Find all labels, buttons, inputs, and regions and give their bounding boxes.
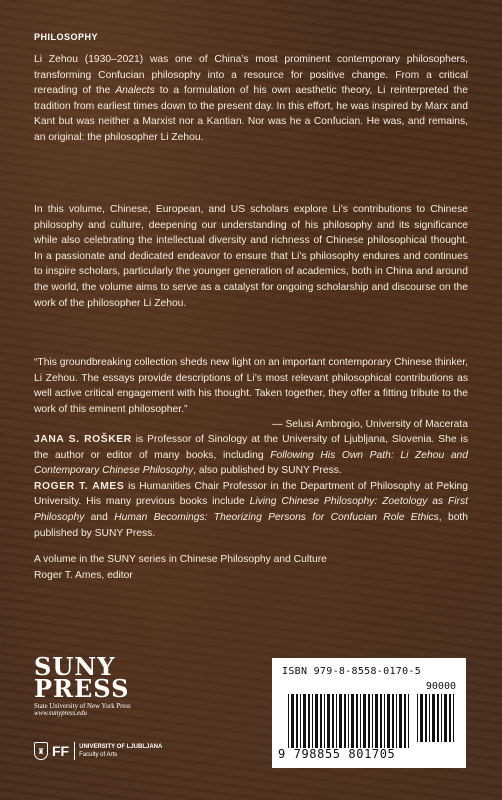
barcode-bar (425, 694, 427, 742)
barcode-bar (336, 694, 337, 748)
analects-title: Analects (115, 85, 155, 97)
suny-logo-bottom: PRESS (34, 674, 130, 703)
suny-logo-top: SUNY (34, 652, 116, 681)
barcode-bar (324, 694, 325, 748)
bio1-text-a: is Professor of Sinology at the University of Ljubljana, Slovenia. She is the author or editor of many books, including (34, 434, 468, 461)
barcode-bar (368, 694, 370, 748)
barcode-bar (444, 694, 447, 742)
barcode-bar (387, 694, 390, 748)
author-name-1: JANA S. ROŠKER (34, 434, 132, 445)
bio1-text-b: , also published by SUNY Press. (193, 465, 342, 477)
barcode-bar (296, 694, 298, 748)
author-name-2: ROGER T. AMES (34, 480, 125, 492)
barcode-bar (288, 694, 289, 748)
publisher-full-name: State University of New York Press (34, 703, 131, 710)
barcode-bar (437, 694, 439, 742)
quote-text: “This groundbreaking collection sheds new light on an important contemporary Chinese thinker, Li Zehou. The essays provide descriptions of Li’s most relevant philosophical contributions as well active critical engagement with his thought. Taken together, they offer a fitting tribute to the work of this eminent philosopher.” (34, 357, 468, 415)
barcode-bar (315, 694, 318, 748)
barcode-bar (351, 694, 354, 748)
para1-text-b: to a formulation of his own aesthetic theory, Li reinterpreted the tradition from earliest times down to the present day. In this effort, he was inspired by Marx and Kant but was neither a Marxist nor a Kantian. Nor was he a Confucian. He was, and remains, an original: the philosopher Li Zehou. (34, 85, 468, 143)
barcode-bar (453, 694, 454, 742)
bio2-text-a: is Humanities Chair Professor in the Department of Philosophy at Peking University. His many previous books include (34, 480, 468, 508)
barcode-bar (300, 694, 301, 748)
barcode-bar (360, 694, 361, 748)
barcode-bar (441, 694, 442, 742)
barcode-bar (417, 694, 418, 742)
bio2-text-c: , both published by SUNY Press. (34, 511, 469, 539)
series-note (34, 552, 468, 583)
barcode-digits: 9 798855 801705 (278, 747, 396, 761)
description-paragraph-2: In this volume, Chinese, European, and US scholars explore Li’s contributions to Chinese philosophy and culture, deepening our understanding of his philosophy and its significance while also celebrating the intellectual diversity and richness of Chinese philosophical thought. In a passionate and dedicated endeavor to ensure that Li’s philosophy endures and continues to inspire scholars, particularly the younger generation of academics, both in China and around the world, the volume aims to serve as a catalyst for ongoing scholarship and discourse on the work of the philosopher Li Zehou. (34, 204, 468, 309)
barcode-bar (396, 694, 397, 748)
quote-attribution: — Selusi Ambrogio, University of Macerata (272, 419, 468, 431)
university-of-ljubljana-logo (34, 742, 162, 760)
barcode-bar (320, 694, 322, 748)
barcode-bar (308, 694, 310, 748)
barcode-bar (420, 694, 423, 742)
barcode-box (272, 658, 466, 768)
barcode-bar (356, 694, 358, 748)
partner-text (79, 743, 162, 759)
ean-barcode-bars (288, 694, 412, 748)
addon-barcode-bars (417, 694, 457, 742)
category-label: PHILOSOPHY (34, 32, 99, 42)
barcode-bar (375, 694, 378, 748)
bio2-book-title-1: Living Chinese Philosophy: Zoetology as First Philosophy (34, 496, 468, 523)
isbn-text: ISBN 979-8-8558-0170-5 (282, 666, 422, 677)
barcode-bar (449, 694, 451, 742)
barcode-bar (348, 694, 349, 748)
para1-text-a: Li Zehou (1930–2021) was one of China’s most prominent contemporary philosophers, transforming Confucian philosophy into a resource for positive change. From a critical rereading of the (34, 54, 468, 97)
barcode-bar (291, 694, 294, 748)
barcode-bar (432, 694, 435, 742)
bio2-book-title-2: Human Becomings: Theorizing Persons for Confucian Role Ethics (114, 511, 439, 523)
endorsement-quote (34, 355, 468, 433)
price-code: 90000 (425, 681, 456, 692)
university-crest-icon: ♜ (34, 742, 48, 760)
author-bios (34, 432, 468, 541)
bio2-text-b: and (84, 511, 115, 523)
barcode-bar (372, 694, 373, 748)
partner-faculty-name: Faculty of Arts (79, 752, 118, 758)
series-line-1: A volume in the SUNY series in Chinese Philosophy and Culture (34, 554, 327, 565)
suny-press-logo (34, 652, 131, 717)
barcode-bar (429, 694, 430, 742)
barcode-bar (399, 694, 402, 748)
partner-university-name: UNIVERSITY OF LJUBLJANA (79, 744, 163, 750)
publisher-website: www.sunypress.edu (34, 710, 87, 717)
barcode-bar (408, 694, 409, 748)
barcode-bar (344, 694, 346, 748)
series-editor: Roger T. Ames, editor (34, 569, 133, 581)
barcode-bar (303, 694, 306, 748)
barcode-bar (339, 694, 342, 748)
barcode-bar (363, 694, 366, 748)
barcode-bar (392, 694, 394, 748)
barcode-bar (404, 694, 406, 748)
barcode-bar (380, 694, 382, 748)
barcode-bar (384, 694, 385, 748)
barcode-bar (312, 694, 313, 748)
barcode-bar (327, 694, 330, 748)
barcode-bar (332, 694, 334, 748)
description-paragraph-1 (34, 52, 468, 146)
bio1-book-title: Following His Own Path: Li Zehou and Contemporary Chinese Philosophy (34, 449, 468, 477)
ff-logo-mark: FF (52, 742, 75, 760)
